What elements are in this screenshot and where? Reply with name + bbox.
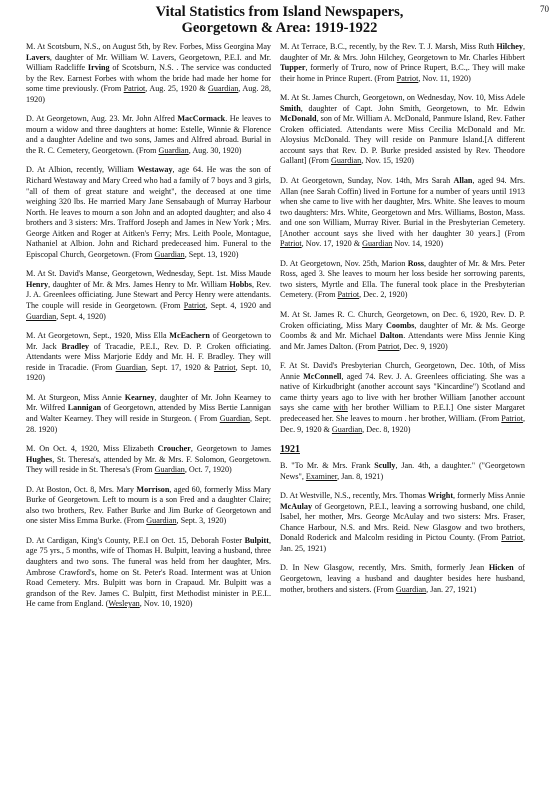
- entry-text: D. At Georgetown, Sunday, Nov. 14th, Mrs Sarah: [280, 176, 454, 186]
- entry-text: , Sept. 28. 1920): [26, 413, 271, 434]
- entry-text: , Aug. 25, 1920 &: [145, 84, 209, 94]
- entry-text: , daughter of Capt. John Smith, Georgetown, to Mr. Edwin: [300, 103, 525, 113]
- surname: Henry: [26, 279, 49, 289]
- record-entry: [280, 259, 525, 301]
- entry-text: of Georgetown, P.E.I., leaving a sorrowing husband, one child, Isabel, her mother, Mrs. George McAulay and two sisters: Mrs. Fraser, Chance Harbour, N.S. and Mrs. Reid. New Glasgow and two brothers, Donald Roderick and Malcolm residing in Pictou County. (From: [280, 501, 525, 543]
- source-title: Guardian: [115, 362, 146, 372]
- entry-text: , St. Theresa's, attended by Mr. & Mrs. F. Solomon, Georgetown. They will reside in St. Theresa's (From: [26, 454, 271, 475]
- entry-text: , aged 74. Rev. J. A. Greenlees officiating. She was a native of Kirkudbright (another account says "Kincardine") Scotland and came thirty years ago to live with her brother William [another account says she came: [280, 371, 525, 413]
- surname: Hobbs: [229, 279, 252, 289]
- entry-text: , Jan. 25, 1921): [280, 533, 525, 553]
- entry-text: , Dec. 9, 1920): [399, 341, 448, 351]
- source-title: Patriot: [377, 341, 400, 351]
- entry-text: of Tracadie, P.E.I., Rev. D. P. Croken officiating. Attendants were Miss Marjorie Eddy and Mr. H. F. Bradley. They will reside in Tracadie. (From: [26, 341, 271, 372]
- record-entry: [280, 563, 525, 595]
- surname: Kearney: [124, 392, 155, 402]
- entry-text: , Dec. 8, 1920): [362, 424, 411, 434]
- surname: Scully: [374, 461, 396, 471]
- entry-text: , Oct. 7, 1920): [184, 465, 232, 475]
- entry-text: , Jan. 27, 1921): [426, 584, 477, 594]
- surname: McAulay: [280, 501, 313, 511]
- record-entry: [280, 176, 525, 250]
- entry-text: D. In New Glasgow, recently, Mrs. Smith, formerly Jean: [280, 563, 489, 573]
- source-title: Patriot: [213, 362, 236, 372]
- entry-text: , daughter of Mr. John Kearney to Mr. Wilfred: [26, 392, 271, 413]
- entry-text: , Nov. 11, 1920): [418, 73, 471, 83]
- entry-text: , daughter of Mr. & Mrs. John Hilchey, Georgetown to Mr. Charles Hibbert: [280, 42, 525, 62]
- entry-text: M. At Georgetown, Sept., 1920, Miss Ella: [26, 331, 170, 341]
- source-title: Patriot: [501, 413, 523, 423]
- surname: McConnell: [303, 371, 342, 381]
- entry-text: Nov. 14, 1920): [392, 239, 444, 249]
- page-header: [0, 4, 559, 36]
- entry-text: , Aug. 30, 1920): [188, 145, 242, 155]
- source-title: Guardian: [208, 84, 239, 94]
- entry-text: M. At Scotsburn, N.S., on August 5th, by Rev. Forbes, Miss Georgina May: [26, 42, 271, 51]
- record-entry: [280, 461, 525, 482]
- surname: Tupper: [280, 63, 306, 73]
- entry-text: , Sept. 4, 1920): [56, 311, 106, 321]
- entry-text: D. At Cardigan, King's County, P.E.I on Oct. 15, Deborah Foster: [26, 535, 245, 545]
- entry-text: , daughter of Mr. & Mrs. Peter Ross, aged 3. She leaves to mourn her loss beside her sorrowing parents, two sisters, Myrtle and Ella. The funeral took place in the Presbyterian Cemetery. (From: [280, 258, 525, 300]
- entry-text: F. At St. David's Presbyterian Church, Georgetown, Dec. 10th, of Miss Annie: [280, 361, 525, 381]
- record-entry: [26, 165, 271, 260]
- year-heading: 1921: [280, 444, 300, 456]
- entry-text: D. At Georgetown, Nov. 25th, Marion: [280, 258, 408, 268]
- source-title: Guardian: [146, 516, 177, 526]
- surname: Morrison: [136, 484, 170, 494]
- entry-text: , Sept. 10, 1920): [26, 362, 272, 383]
- surname: Croucher: [157, 444, 191, 454]
- source-title: Patriot: [501, 533, 523, 543]
- source-title: Patriot: [396, 73, 419, 83]
- entry-text: M. At Sturgeon, Miss Annie: [26, 392, 125, 402]
- record-entry: [26, 331, 271, 384]
- entry-text: , Jan. 8, 1921): [337, 471, 384, 481]
- entry-text: , Nov. 10, 1920): [139, 599, 193, 609]
- entry-text: , Sept. 4, 1920 and: [205, 301, 271, 311]
- page-title-line-2: Georgetown & Area: 1919-1922: [181, 20, 378, 36]
- entry-text: , Georgetown to James: [190, 444, 271, 454]
- source-title: Patriot: [337, 290, 360, 300]
- entry-text: , age 75 yrs., 5 months, wife of Thomas H. Bulpitt, leaving a husband, three daughters and two sons. The funeral was held from her daughter, Mrs. Ambrose Crawford's, home on St. Peter's Road. Interment was at Union Road Cemetery. Mrs. Bulpitt was born in Crapaud. Mr. Bulpitt was a grandson of the Rev. James C. Bulpitt, first Methodist minister in P.E.I.. He came from England. (: [26, 535, 271, 609]
- record-entry: [280, 491, 525, 554]
- record-entry: [26, 536, 271, 610]
- entry-text: of Georgetown, leaving a husband and daughter besides here husband, mother, brothers and sisters. (From: [280, 563, 525, 594]
- entry-text: M. At St. David's Manse, Georgetown, Wednesday, Sept. 1st. Miss Maude: [26, 269, 271, 279]
- source-title: Guardian: [26, 311, 57, 321]
- surname: McEachern: [169, 331, 210, 341]
- source-title: Guardian: [331, 156, 362, 166]
- entry-text: , Nov. 17, 1920 &: [301, 239, 363, 249]
- entry-text: , aged 60, formerly Miss Mary Burke of Georgetown. Left to mourn is a son Fred and a daughter Claire; also two brothers, Rev. Father Burke and Jim Burke of Georgetown and one sister Miss Emma Burke. (From: [26, 484, 271, 526]
- entry-text: D. At Westville, N.S., recently, Mrs. Thomas: [280, 491, 428, 501]
- entry-text: , Jan. 4th, a daughter." ("Georgetown News",: [280, 461, 525, 481]
- entry-text: , Dec. 9, 1920 &: [280, 413, 525, 434]
- entry-text: of Scotsburn, N.S. . The service was conducted by the Rev. Earnest Forbes with whom the bride had made her home for some time previously. (From: [26, 63, 272, 94]
- record-entry: [280, 361, 525, 435]
- source-title: Wesleyan: [108, 599, 140, 609]
- surname: Lannigan: [67, 403, 102, 413]
- entry-text: M. At Terrace, B.C., recently, by the Rev. T. J. Marsh, Miss Ruth: [280, 42, 497, 51]
- source-title: Guardian: [395, 584, 427, 594]
- entry-text: of Georgetown, attended by Miss Bertie Lannigan and Walter Kearney. They will reside in Sturgeon. ( From: [26, 403, 271, 423]
- page-number: 70: [540, 4, 549, 14]
- entry-text: , son of Mr. William A. McDonald, Panmure Island, Rev. Father Croken officiated. Attendants were Miss Cecilia McDonald and Mr. Aloysius McDonald. They will reside on Panmure Island.[A different account says that Rev. D. P. Burke presided assisted by Rev. Theodore Gallant] (From: [280, 114, 525, 166]
- surname: Lavers: [26, 52, 50, 62]
- surname: Allan: [453, 176, 473, 186]
- entry-text: , formerly of Truro, now of Prince Rupert, B.C.,. They will make their home in Prince Rupert. (From: [280, 63, 525, 83]
- surname: Bradley: [61, 341, 89, 351]
- record-entry: [26, 393, 271, 435]
- record-entry: [26, 42, 271, 105]
- entry-text: M. At St. James Church, Georgetown, on Wednesday, Nov. 10, Miss Adele: [280, 93, 525, 103]
- record-entry: [280, 42, 525, 84]
- surname: Ross: [407, 258, 424, 268]
- entry-text: M. At St. James R. C. Church, Georgetown, on Dec. 6, 1920, Rev. D. P. Croken officiating, Miss Mary: [280, 310, 525, 330]
- surname: Coombs: [385, 320, 415, 330]
- surname: Smith: [280, 103, 301, 113]
- entry-text: , Sept. 3, 1920): [176, 516, 227, 526]
- entry-text: , Nov. 15, 1920): [361, 156, 414, 166]
- entry-text: , Sept. 13, 1920): [184, 249, 239, 259]
- surname: Wright: [427, 491, 454, 501]
- source-title: Guardian: [154, 465, 185, 475]
- right-column: [280, 42, 525, 604]
- record-entry: [26, 485, 271, 527]
- entry-text: , aged 94. Mrs. Allan (nee Sarah Coffin) lived in Fortune for a number of years until 1913 when she came to live with her daughter, Mrs. White. She leaves to mourn two daughters: Mrs. White, Georgetown and Mrs. Williams, Boston, Mass. and one son William, Murray River. Burial in the Presbyterian Cemetery. [Another account says she lived with her daughter 30 years.] (From: [280, 176, 526, 238]
- entry-text: , daughter of Mr. & Mrs. James Henry to Mr. William: [48, 279, 230, 289]
- source-title: Guardian: [331, 424, 363, 434]
- source-title: Patriot: [280, 239, 302, 249]
- page-title-line-1: Vital Statistics from Island Newspapers,: [155, 4, 404, 20]
- record-entry: [280, 93, 525, 167]
- entry-text: , Rev. J. A. Greenlees officiating. June Stewart and Percy Henry were attendants. The couple will reside in Georgetown. (From: [26, 279, 272, 311]
- source-title: Guardian: [158, 145, 189, 155]
- record-entry: [26, 269, 271, 322]
- surname: MacCormack: [177, 114, 226, 124]
- record-entry: [26, 114, 271, 156]
- entry-text: , daughter of Mr. William W. Lavers, Georgetown, P.E.I. and Mr. William Radcliffe: [26, 52, 271, 73]
- record-entry: [280, 310, 525, 352]
- source-title: with: [333, 403, 348, 413]
- entry-text: , Dec. 2, 1920): [359, 290, 408, 300]
- surname: Bulpitt: [244, 535, 269, 545]
- surname: Hicken: [488, 563, 514, 573]
- surname: McDonald: [280, 114, 317, 124]
- surname: Dalton: [379, 331, 404, 341]
- surname: Hughes: [26, 454, 53, 464]
- entry-text: D. At Georgetown, Aug. 23. Mr. John Alfred: [26, 114, 178, 124]
- entry-text: . Attendants were Miss Jennie King and Mr. James Dalton. (From: [280, 331, 525, 351]
- entry-text: , formerly Miss Annie: [453, 491, 525, 501]
- entry-text: D. At Albion, recently, William: [26, 165, 138, 175]
- entry-text: , age 64. He was the son of Richard Westaway and Mary Creed who had a family of 7 boys and 3 girls, "all of them of great stature and weight", the deceased at one time weighing 320 lbs. He married Mary Jane Sensabaugh of Murray Harbour North. He leaves to mourn a son John and an adopted daughter; and also 4 brothers and 3 sisters: Mrs. Trafford Joseph and James in New York ; Mrs. George Aitken and Roger at Aitken's Ferry; Mrs. Leith Poole, Montague, Nathaniel at Albion. John and Richard predeceased him. Funeral to the Episcopal Church, Georgetown. (From: [26, 165, 271, 259]
- left-column: [26, 42, 271, 619]
- entry-text: M. On Oct. 4, 1920, Miss Elizabeth: [26, 444, 158, 454]
- surname: Irving: [87, 63, 110, 73]
- entry-text: of Georgetown to Mr. Jack: [26, 331, 272, 351]
- source-title: Guardian: [362, 239, 393, 249]
- entry-text: D. At Boston, Oct. 8, Mrs. Mary: [26, 484, 137, 494]
- entry-text: , Sept. 17, 1920 &: [145, 362, 214, 372]
- surname: Westaway: [137, 165, 173, 175]
- entry-text: B. "To Mr. & Mrs. Frank: [280, 461, 375, 471]
- entry-text: , Aug. 28, 1920): [26, 84, 271, 104]
- source-title: Examiner: [305, 471, 338, 481]
- source-title: Patriot: [183, 301, 206, 311]
- record-entry: [26, 444, 271, 476]
- entry-text: , daughter of Mr. & Ms. George Coombs & and Mr. Michael: [280, 320, 525, 341]
- entry-text: her brother William to P.E.I.] One sister Margaret predeceased her. She leaves to mourn . her brother, William. (From: [280, 403, 525, 423]
- source-title: Guardian: [219, 413, 250, 423]
- entry-text: . He leaves to mourn a widow and three daughters at home: Estelle, Winnie & Florence and a daughter Adeline and two sons, James and Alfred abroad. Burial in the R. C. Cemetery, Georgetown. (From: [26, 114, 271, 155]
- surname: Hilchey: [496, 42, 523, 51]
- source-title: Patriot: [123, 84, 146, 94]
- source-title: Guardian: [154, 249, 185, 259]
